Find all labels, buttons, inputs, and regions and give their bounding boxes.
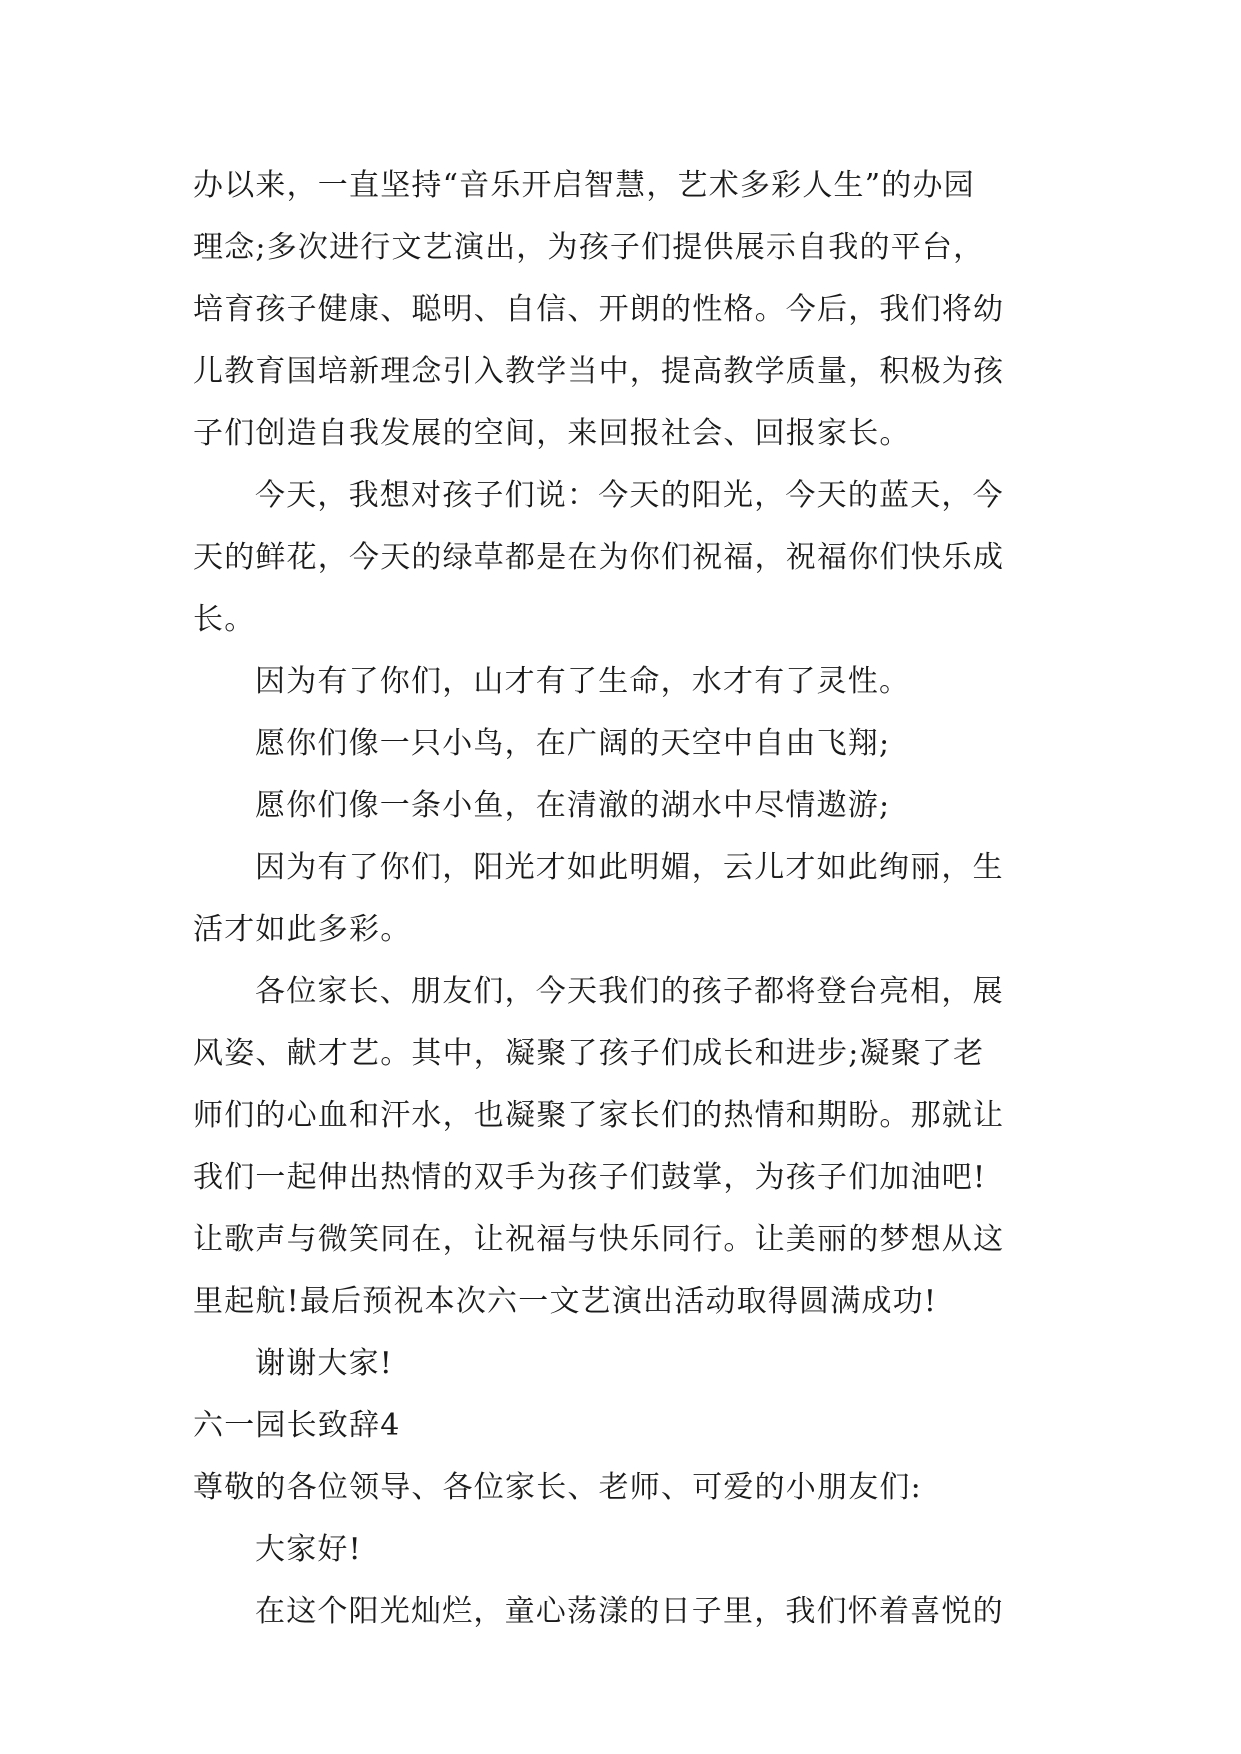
text-line: 今天，我想对孩子们说：今天的阳光，今天的蓝天，今 [255, 478, 1004, 513]
greeting-line: 大家好! [255, 1532, 362, 1567]
text-line: 各位家长、朋友们，今天我们的孩子都将登台亮相，展 [255, 974, 1004, 1009]
text-line: 我们一起伸出热情的双手为孩子们鼓掌，为孩子们加油吧! [193, 1160, 987, 1195]
text-line: 愿你们像一只小鸟，在广阔的天空中自由飞翔; [255, 726, 891, 761]
text-line: 让歌声与微笑同在，让祝福与快乐同行。让美丽的梦想从这 [193, 1222, 1005, 1257]
text-line: 理念;多次进行文艺演出，为孩子们提供展示自我的平台， [193, 230, 985, 265]
salutation-line: 尊敬的各位领导、各位家长、老师、可爱的小朋友们: [193, 1470, 922, 1505]
text-line: 愿你们像一条小鱼，在清澈的湖水中尽情遨游; [255, 788, 891, 823]
text-line: 风姿、献才艺。其中，凝聚了孩子们成长和进步;凝聚了老 [193, 1036, 985, 1071]
text-line: 活才如此多彩。 [193, 912, 412, 947]
text-line: 因为有了你们，山才有了生命，水才有了灵性。 [255, 664, 911, 699]
text-line: 子们创造自我发展的空间，来回报社会、回报家长。 [193, 416, 911, 451]
text-line: 里起航!最后预祝本次六一文艺演出活动取得圆满成功! [193, 1284, 938, 1319]
text-line: 儿教育国培新理念引入教学当中，提高教学质量，积极为孩 [193, 354, 1005, 389]
text-line: 因为有了你们，阳光才如此明媚，云儿才如此绚丽，生 [255, 850, 1004, 885]
text-line: 长。 [193, 602, 256, 637]
text-line: 谢谢大家! [255, 1346, 394, 1381]
text-line: 在这个阳光灿烂，童心荡漾的日子里，我们怀着喜悦的 [255, 1594, 1004, 1629]
text-line: 培育孩子健康、聪明、自信、开朗的性格。今后，我们将幼 [193, 292, 1005, 327]
text-line: 办以来，一直坚持“音乐开启智慧，艺术多彩人生”的办园 [193, 168, 975, 203]
section-heading: 六一园长致辞4 [193, 1408, 401, 1443]
document-page [193, 155, 1051, 1643]
text-line: 天的鲜花，今天的绿草都是在为你们祝福，祝福你们快乐成 [193, 540, 1005, 575]
text-line: 师们的心血和汗水，也凝聚了家长们的热情和期盼。那就让 [193, 1098, 1005, 1133]
